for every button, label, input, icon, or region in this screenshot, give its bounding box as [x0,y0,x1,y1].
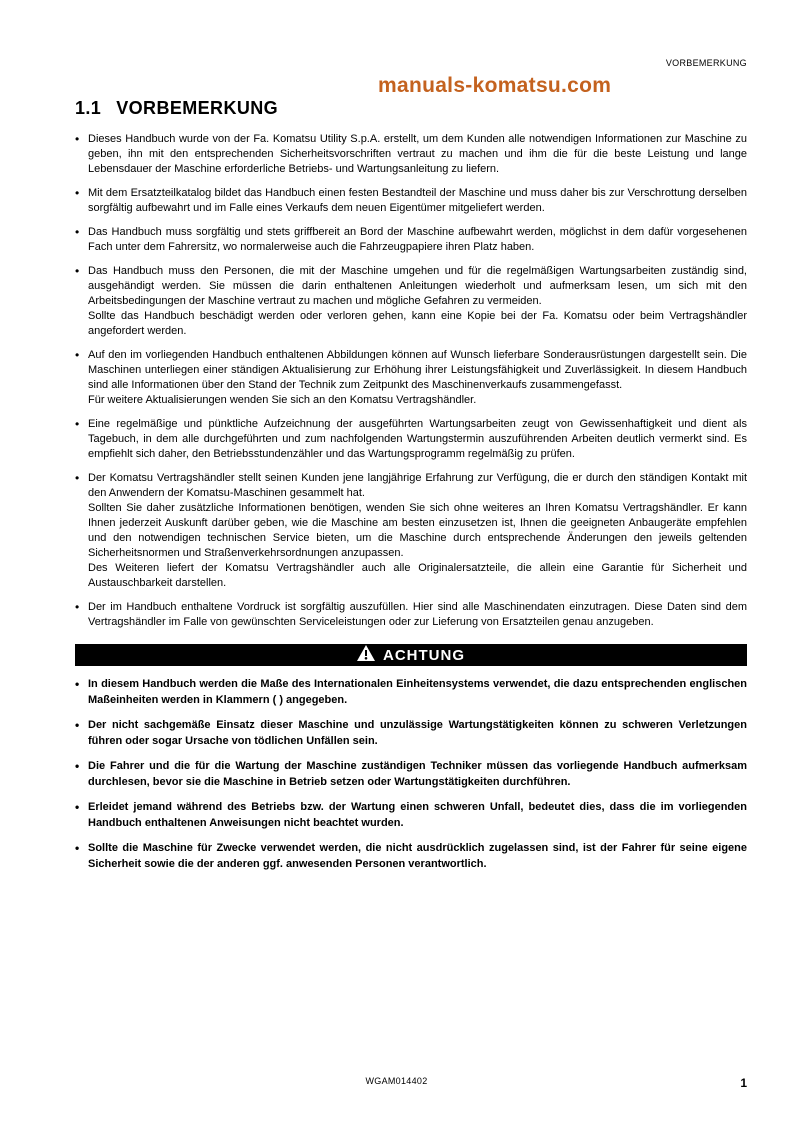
paragraph: Die Fahrer und die für die Wartung der Maschine zuständigen Techniker müssen das vorliegende Handbuch aufmerksam durchlesen, bevor sie die Maschine in Betrieb setzen oder Wartungstätigkeiten durchführen. [88,760,747,788]
bullet-text [88,264,747,339]
bullet-icon: • [75,186,80,200]
bullet-icon: • [75,417,80,431]
bullet-item [75,800,747,831]
paragraph: Sollte das Handbuch beschädigt werden oder verloren gehen, kann eine Kopie bei der Fa. Komatsu oder beim Vertragshändler angefordert werden. [88,310,747,337]
paragraph: Der Komatsu Vertragshändler stellt seinen Kunden jene langjährige Erfahrung zur Verfügung, die er durch den ständigen Kontakt mit den Anwendern der Komatsu-Maschinen gesammelt hat. [88,472,747,499]
bullet-icon: • [75,800,80,814]
paragraph: Mit dem Ersatzteilkatalog bildet das Handbuch einen festen Bestandteil der Maschine und muss daher bis zur Verschrottung derselben sorgfältig aufbewahrt und im Falle eines Verkaufs dem neuen Eigentümer mitgeliefert werden. [88,187,747,214]
bullet-item [75,841,747,872]
bullet-text [88,841,747,872]
paragraph: Des Weiteren liefert der Komatsu Vertragshändler auch alle Originalersatzteile, die allein eine Garantie für Sicherheit und Austauschbarkeit darstellen. [88,562,747,589]
bullet-icon: • [75,677,80,691]
bullet-item [75,759,747,790]
bullet-icon: • [75,841,80,855]
bullet-icon: • [75,132,80,146]
paragraph: Erleidet jemand während des Betriebs bzw. der Wartung einen schweren Unfall, bedeutet dies, dass die im vorliegenden Handbuch enthaltenen Anweisungen nicht beachtet wurden. [88,801,747,829]
header-chapter-label: VORBEMERKUNG [665,58,747,68]
bullet-icon: • [75,471,80,485]
bullet-item [75,348,747,408]
section-number: 1.1 [75,98,102,118]
warning-banner [75,644,747,666]
bullet-item [75,677,747,708]
bullet-text [88,225,747,255]
bullet-item [75,600,747,630]
paragraph: Der im Handbuch enthaltene Vordruck ist sorgfältig auszufüllen. Hier sind alle Maschinendaten einzutragen. Diese Daten sind dem Vertragshändler im Falle von gewünschten Serviceleistungen oder zur Lieferung von Ersatzteilen genau anzugeben. [88,601,747,628]
bullet-text [88,471,747,591]
bullet-item [75,417,747,462]
watermark-text: manuals-komatsu.com [378,74,612,97]
bullet-text [88,800,747,831]
bullet-icon: • [75,264,80,278]
bullet-item [75,132,747,177]
paragraph: Dieses Handbuch wurde von der Fa. Komatsu Utility S.p.A. erstellt, um dem Kunden alle notwendigen Informationen zur Maschine zu geben, ihn mit den entsprechenden Sicherheitsvorschriften vertraut zu machen und ihm die für die beste Leistung und lange Lebensdauer der Maschine erforderliche Betriebs- und Wartungsanleitung zu liefern. [88,133,747,175]
bullet-icon: • [75,759,80,773]
paragraph: Der nicht sachgemäße Einsatz dieser Maschine und unzulässige Wartungstätigkeiten können zu schweren Verletzungen führen oder sogar Ursache von tödlichen Unfällen sein. [88,719,747,747]
bullet-text [88,186,747,216]
bullet-text [88,600,747,630]
intro-bullet-list [75,132,747,630]
bullet-item [75,225,747,255]
paragraph: Das Handbuch muss sorgfältig und stets griffbereit an Bord der Maschine aufbewahrt werden, möglichst in dem dafür vorgesehenen Fach unter dem Fahrersitz, wo normalerweise auch die Fahrzeugpapiere ihren Platz haben. [88,226,747,253]
bullet-text [88,718,747,749]
paragraph: Auf den im vorliegenden Handbuch enthaltenen Abbildungen können auf Wunsch lieferbare Sonderausrüstungen dargestellt sein. Die Maschinen unterliegen einer ständigen Aktualisierung zur Erhöhung ihrer Leistungsfähigkeit und Zuverlässigkeit. In diesem Handbuch sind alle Informationen über den Stand der Technik zum Zeitpunkt des Maschinenverkaufs zusammengefasst. [88,349,747,391]
warning-triangle-icon [357,645,375,666]
paragraph: Eine regelmäßige und pünktliche Aufzeichnung der ausgeführten Wartungsarbeiten zeugt von Gewissenhaftigkeit und dient als Tagebuch, in dem alle durchgeführten und zum nachfolgenden Wartungstermin auszuführenden Arbeiten deutlich vermerkt sind. Es empfiehlt sich daher, den Betriebsstundenzähler und das Wartungsprogramm regelmäßig zu prüfen. [88,418,747,460]
bullet-icon: • [75,348,80,362]
bullet-icon: • [75,718,80,732]
bullet-item [75,186,747,216]
bullet-item [75,718,747,749]
bullet-icon: • [75,600,80,614]
paragraph: In diesem Handbuch werden die Maße des Internationalen Einheitensystems verwendet, die dazu entsprechenden englischen Maßeinheiten werden in Klammern ( ) angegeben. [88,678,747,706]
page-number: 1 [740,1076,747,1090]
bullet-text [88,417,747,462]
bullet-text [88,348,747,408]
section-name: VORBEMERKUNG [116,98,279,118]
warning-bullet-list [75,677,747,872]
bullet-icon: • [75,225,80,239]
bullet-text [88,759,747,790]
bullet-text [88,677,747,708]
paragraph: Für weitere Aktualisierungen wenden Sie sich an den Komatsu Vertragshändler. [88,394,477,406]
page-content [75,132,747,882]
bullet-item [75,471,747,591]
bullet-text [88,132,747,177]
section-title [75,98,278,119]
paragraph: Sollten Sie daher zusätzliche Informationen benötigen, wenden Sie sich ohne weiteres an Ihren Komatsu Vertragshändler. Er kann Ihnen jederzeit Auskunft darüber geben, wie die Maschine am besten einzusetzen ist, Ihnen die geeigneten Anbaugeräte empfehlen und den notwendigen technischen Service bieten, um die Maschine durch entsprechende Änderungen den jeweils geltenden Sicherheitsnormen und Straßenverkehrsordnungen anzupassen. [88,502,747,559]
warning-title: ACHTUNG [383,646,465,664]
document-code: WGAM014402 [365,1076,428,1086]
bullet-item [75,264,747,339]
paragraph: Sollte die Maschine für Zwecke verwendet werden, die nicht ausdrücklich zugelassen sind, ist der Fahrer für seine eigene Sicherheit sowie die der anderen ggf. anwesenden Personen verantwortlich. [88,842,747,870]
paragraph: Das Handbuch muss den Personen, die mit der Maschine umgehen und für die regelmäßigen Wartungsarbeiten zuständig sind, ausgehändigt werden. Sie müssen die darin enthaltenen Anleitungen wiederholt und aufmerksam lesen, um sich mit den Arbeitsbedingungen der Maschine vertraut zu machen und mögliche Gefahren zu vermeiden. [88,265,747,307]
